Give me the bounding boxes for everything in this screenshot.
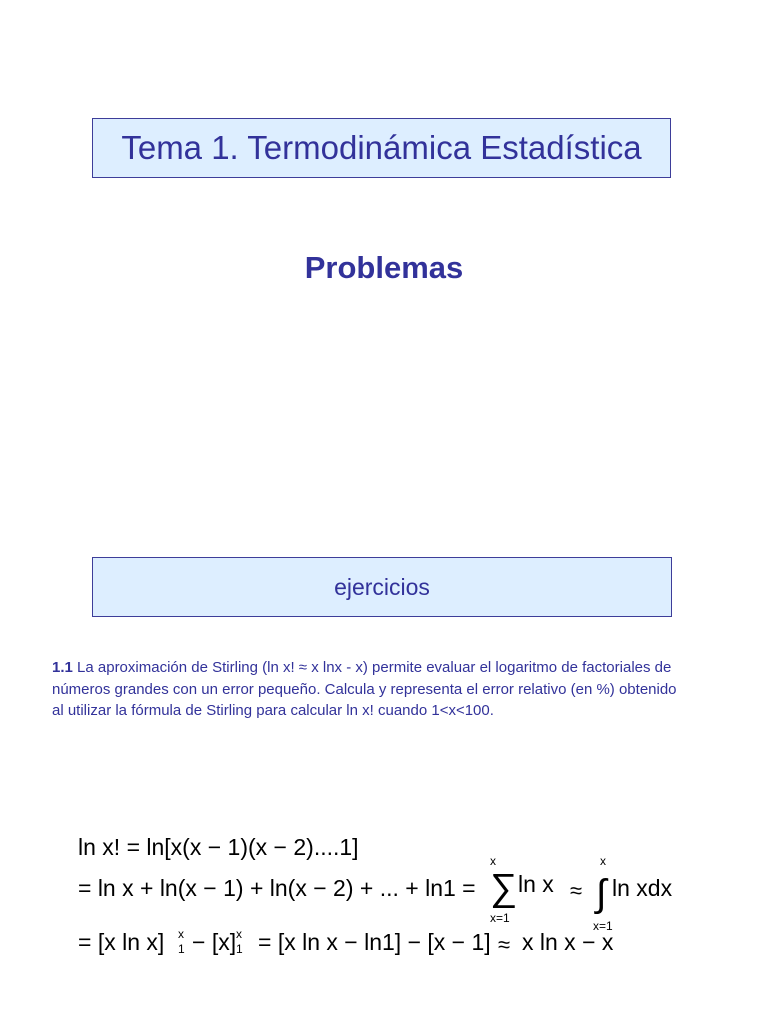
problem-statement bbox=[52, 657, 692, 722]
formula-line-3-d: x ln x − x bbox=[522, 929, 614, 955]
formula-line-3-b: − [x] bbox=[192, 929, 237, 955]
approx-sign-2: ≈ bbox=[498, 932, 511, 957]
formula-svg bbox=[60, 820, 720, 970]
problem-number: 1.1 bbox=[52, 659, 73, 676]
line3-a-lower: 1 bbox=[178, 942, 185, 956]
integral-body: ln xdx bbox=[612, 875, 673, 901]
integral-upper-limit: x bbox=[600, 854, 606, 868]
integral-sign: ∫ bbox=[596, 873, 607, 915]
line3-a-upper: x bbox=[178, 927, 184, 941]
section-box bbox=[92, 557, 672, 617]
sum-upper-limit: x bbox=[490, 854, 496, 868]
problem-text: La aproximación de Stirling (ln x! ≈ x lnx - x) permite evaluar el logaritmo de factoriales de números grandes con un error pequeño. Calcula y representa el error relativo (en %) obtenido al utilizar la fórmula de Stirling para calcular ln x! cuando 1<x<100. bbox=[52, 659, 677, 719]
page-subtitle: Problemas bbox=[304, 250, 464, 285]
approx-sign-1: ≈ bbox=[570, 878, 583, 903]
formula-line-3-a: = [x ln x] bbox=[78, 929, 165, 955]
line3-b-lower: 1 bbox=[236, 942, 243, 956]
section-label: ejercicios bbox=[334, 573, 430, 600]
title-box bbox=[92, 118, 671, 178]
page-title: Tema 1. Termodinámica Estadística bbox=[121, 129, 642, 166]
formula-line-3-c: = [x ln x − ln1] − [x − 1] bbox=[258, 929, 491, 955]
formula-line-2: = ln x + ln(x − 1) + ln(x − 2) + ... + ln1 = bbox=[78, 875, 476, 901]
integral-lower-limit: x=1 bbox=[593, 919, 613, 933]
sum-lower-limit: x=1 bbox=[490, 911, 510, 925]
sum-body: ln x bbox=[518, 871, 554, 897]
formula-line-1: ln x! = ln[x(x − 1)(x − 2)....1] bbox=[78, 834, 359, 860]
line3-b-upper: x bbox=[236, 927, 242, 941]
stirling-derivation bbox=[60, 820, 720, 970]
summation-sign: ∑ bbox=[490, 867, 518, 909]
